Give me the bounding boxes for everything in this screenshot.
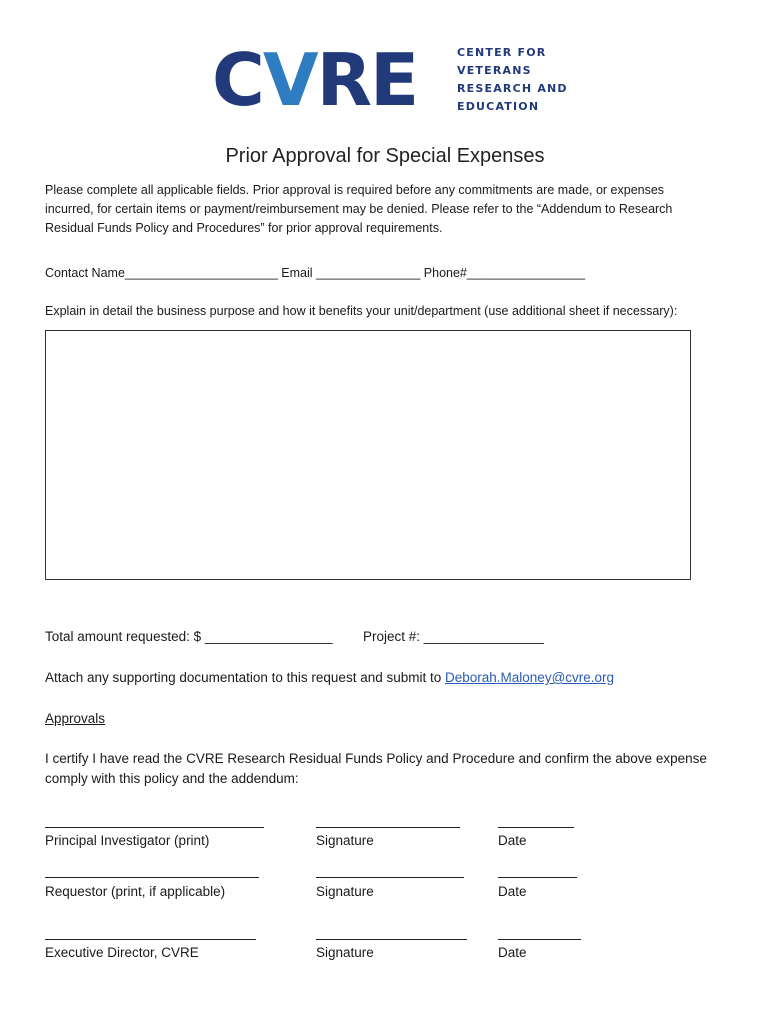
requestor-role-label: Requestor (print, if applicable): [45, 884, 226, 899]
page-title: Prior Approval for Special Expenses: [225, 145, 545, 167]
pi-name-line[interactable]: [45, 827, 264, 828]
requestor-signature-label: Signature: [316, 884, 374, 899]
director-role-label: Executive Director, CVRE: [45, 945, 199, 960]
requestor-date-line[interactable]: [498, 877, 577, 878]
director-signature-line[interactable]: [316, 939, 467, 940]
cvre-logo: [212, 38, 568, 122]
requestor-signature-line[interactable]: [316, 877, 464, 878]
requestor-name-line[interactable]: [45, 877, 259, 878]
email-link[interactable]: Deborah.Maloney@cvre.org: [445, 670, 615, 685]
director-name-line[interactable]: [45, 939, 256, 940]
attach-text: Attach any supporting documentation to this request and submit to: [45, 670, 445, 685]
approvals-heading: Approvals: [45, 711, 106, 726]
attach-instructions: [45, 668, 614, 688]
logo-tagline: CENTER FOR VETERANS RESEARCH AND EDUCATION: [457, 46, 568, 113]
logo-wordmark: CVRE: [212, 38, 418, 122]
pi-role-label: Principal Investigator (print): [45, 833, 210, 848]
explain-label: Explain in detail the business purpose and how it benefits your unit/department (use additional sheet if necessary):: [45, 304, 678, 318]
pi-signature-line[interactable]: [316, 827, 460, 828]
director-date-line[interactable]: [498, 939, 581, 940]
intro-paragraph: Please complete all applicable fields. Prior approval is required before any commitments are made, or expenses incurred, for certain items or payment/reimbursement may be denied. Please refer to the “Addendum to Research Residual Funds Policy and Procedures” for prior approval requirements.: [45, 183, 673, 235]
pi-signature-label: Signature: [316, 833, 374, 848]
total-amount-field[interactable]: Total amount requested: $ _________________: [45, 629, 333, 644]
certification-statement: I certify I have read the CVRE Research Residual Funds Policy and Procedure and confirm the above expense comply with this policy and the addendum:: [45, 751, 707, 786]
pi-date-line[interactable]: [498, 827, 574, 828]
director-signature-label: Signature: [316, 945, 374, 960]
director-date-label: Date: [498, 945, 527, 960]
requestor-date-label: Date: [498, 884, 527, 899]
business-purpose-box[interactable]: [45, 330, 691, 580]
contact-fields[interactable]: Contact Name______________________ Email _______________ Phone#_________________: [45, 266, 586, 280]
pi-date-label: Date: [498, 833, 527, 848]
project-number-field[interactable]: Project #: ________________: [363, 629, 544, 644]
